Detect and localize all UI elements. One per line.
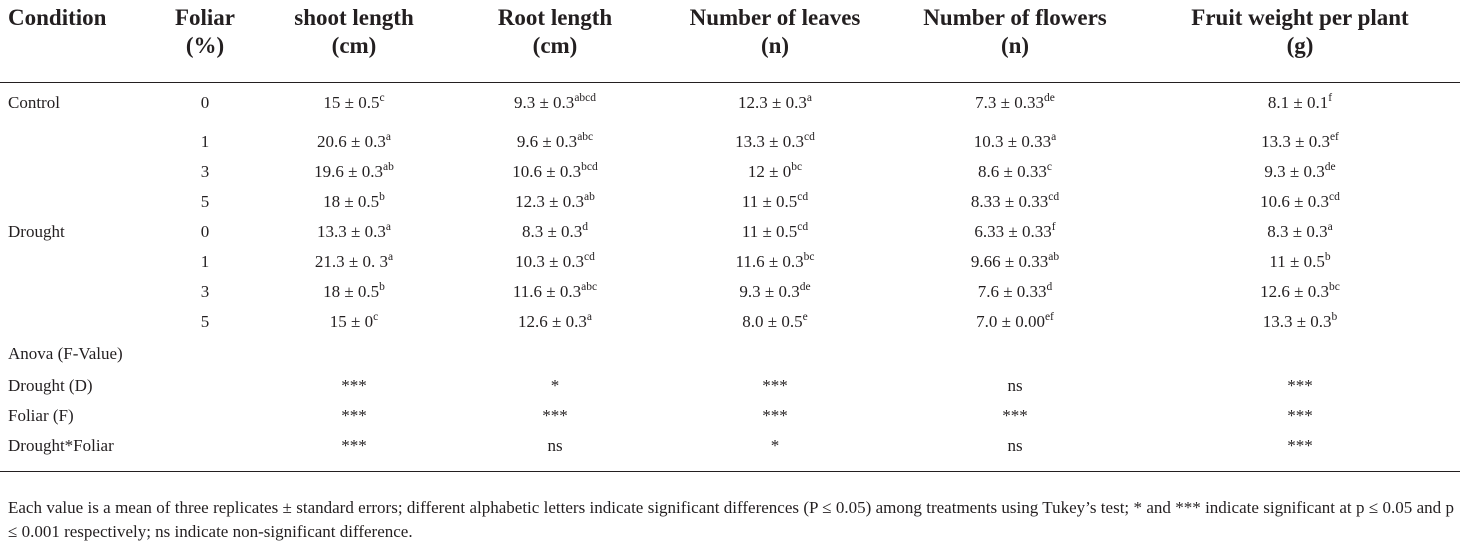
fruit-significance-cell: [1140, 401, 1460, 431]
header-line: Condition: [8, 5, 107, 30]
header-unit: (%): [185, 33, 225, 58]
foliar-cell: [152, 217, 258, 247]
leaves-letters: cd: [797, 220, 809, 233]
table-row: [0, 307, 1460, 337]
header-unit: (cm): [331, 33, 377, 58]
foliar-cell: [152, 187, 258, 217]
flowers-letters: d: [1046, 280, 1053, 293]
root-significance-cell: [450, 371, 660, 401]
anova-factor-cell: [0, 431, 152, 472]
leaves-cell: [660, 277, 890, 307]
header-line: shoot length: [294, 5, 414, 30]
empty-cell: [152, 431, 258, 472]
shoot-value: 15 ± 0: [329, 311, 374, 331]
fruit-letters: cd: [1328, 190, 1340, 203]
column-header: [1140, 0, 1460, 82]
fruit-cell: [1140, 187, 1460, 217]
fruit-letters: bc: [1328, 280, 1340, 293]
fruit-value: 8.3 ± 0.3: [1267, 221, 1328, 241]
root-value: 12.3 ± 0.3: [515, 191, 584, 211]
fruit-significance: ***: [1287, 435, 1313, 455]
shoot-cell: [258, 247, 450, 277]
shoot-letters: c: [379, 91, 385, 104]
flowers-significance-cell: [890, 431, 1140, 472]
leaves-value: 12 ± 0: [747, 161, 792, 181]
shoot-letters: a: [385, 130, 391, 143]
fruit-significance-cell: [1140, 431, 1460, 472]
leaves-value: 9.3 ± 0.3: [739, 281, 800, 301]
condition-cell: [0, 217, 152, 247]
flowers-value: 8.33 ± 0.33: [970, 191, 1049, 211]
root-value: 9.3 ± 0.3: [513, 92, 575, 112]
column-header: [0, 0, 152, 82]
root-significance-cell: [450, 431, 660, 472]
flowers-letters: cd: [1048, 190, 1060, 203]
root-cell: [450, 277, 660, 307]
root-letters: abc: [581, 280, 598, 293]
fruit-cell: [1140, 247, 1460, 277]
condition-cell: [0, 82, 152, 127]
fruit-letters: ef: [1329, 130, 1339, 143]
flowers-value: 7.3 ± 0.33: [975, 92, 1044, 112]
root-letters: d: [582, 220, 589, 233]
leaves-cell: [660, 217, 890, 247]
flowers-value: 8.6 ± 0.33: [978, 161, 1047, 181]
anova-row: [0, 401, 1460, 431]
leaves-value: 12.3 ± 0.3: [738, 92, 807, 112]
header-line: Fruit weight per plant: [1191, 5, 1409, 30]
shoot-cell: [258, 277, 450, 307]
table-row: [0, 247, 1460, 277]
root-cell: [450, 157, 660, 187]
fruit-significance-cell: [1140, 371, 1460, 401]
anova-factor: Foliar (F): [8, 405, 74, 425]
table-header: [0, 0, 1460, 82]
condition-cell: [0, 127, 152, 157]
column-header: [450, 0, 660, 82]
shoot-significance-cell: [258, 431, 450, 472]
table-body: [0, 82, 1460, 471]
anova-row: [0, 371, 1460, 401]
header-unit: (n): [1000, 33, 1030, 58]
root-letters: abcd: [574, 91, 597, 104]
root-value: 12.6 ± 0.3: [518, 311, 587, 331]
leaves-value: 8.0 ± 0.5: [742, 311, 803, 331]
leaves-cell: [660, 187, 890, 217]
header-line: Number of leaves: [689, 5, 861, 30]
fruit-letters: f: [1328, 91, 1333, 104]
fruit-value: 11 ± 0.5: [1269, 251, 1325, 271]
shoot-cell: [258, 217, 450, 247]
root-cell: [450, 187, 660, 217]
shoot-cell: [258, 127, 450, 157]
leaves-significance: *: [770, 435, 780, 455]
shoot-cell: [258, 82, 450, 127]
flowers-letters: de: [1043, 91, 1055, 104]
leaves-significance-cell: [660, 371, 890, 401]
root-value: 10.6 ± 0.3: [512, 161, 582, 181]
flowers-value: 9.66 ± 0.33: [970, 251, 1049, 271]
flowers-cell: [890, 217, 1140, 247]
flowers-significance-cell: [890, 401, 1140, 431]
leaves-letters: de: [799, 280, 811, 293]
root-cell: [450, 217, 660, 247]
root-cell: [450, 247, 660, 277]
leaves-value: 11.6 ± 0.3: [735, 251, 804, 271]
fruit-cell: [1140, 157, 1460, 187]
root-value: 11.6 ± 0.3: [512, 281, 582, 301]
foliar-cell: [152, 157, 258, 187]
condition-label: Control: [8, 92, 60, 112]
empty-cell: [152, 371, 258, 401]
foliar-value: 3: [200, 161, 210, 181]
fruit-letters: de: [1324, 160, 1336, 173]
fruit-letters: b: [1324, 250, 1331, 263]
shoot-value: 15 ± 0.5: [323, 92, 380, 112]
fruit-letters: a: [1327, 220, 1333, 233]
table-row: [0, 127, 1460, 157]
flowers-significance: ns: [1007, 375, 1023, 395]
header-line: Foliar: [174, 5, 236, 30]
foliar-cell: [152, 82, 258, 127]
column-header: [152, 0, 258, 82]
shoot-significance: ***: [341, 375, 367, 395]
anova-heading-row: [0, 337, 1460, 371]
leaves-letters: e: [802, 310, 808, 323]
shoot-value: 18 ± 0.5: [323, 281, 380, 301]
leaves-significance-cell: [660, 431, 890, 472]
column-header: [660, 0, 890, 82]
leaves-significance: ***: [762, 375, 788, 395]
shoot-letters: b: [379, 190, 385, 203]
shoot-letters: c: [373, 310, 379, 323]
condition-cell: [0, 187, 152, 217]
condition-cell: [0, 277, 152, 307]
root-cell: [450, 82, 660, 127]
leaves-significance-cell: [660, 401, 890, 431]
foliar-value: 1: [200, 131, 210, 151]
shoot-significance: ***: [341, 405, 367, 425]
root-cell: [450, 127, 660, 157]
fruit-value: 10.6 ± 0.3: [1260, 191, 1329, 211]
root-significance: ***: [542, 405, 568, 425]
fruit-value: 13.3 ± 0.3: [1262, 311, 1332, 331]
foliar-value: 3: [200, 281, 210, 301]
leaves-letters: a: [806, 91, 812, 104]
flowers-cell: [890, 247, 1140, 277]
header-unit: (g): [1286, 33, 1314, 58]
flowers-letters: c: [1046, 160, 1052, 173]
shoot-cell: [258, 307, 450, 337]
shoot-cell: [258, 157, 450, 187]
foliar-cell: [152, 307, 258, 337]
root-value: 10.3 ± 0.3: [515, 251, 584, 271]
flowers-value: 6.33 ± 0.33: [974, 221, 1052, 241]
root-significance-cell: [450, 401, 660, 431]
leaves-significance: ***: [762, 405, 788, 425]
fruit-value: 9.3 ± 0.3: [1264, 161, 1325, 181]
foliar-cell: [152, 247, 258, 277]
anova-factor: Drought (D): [8, 375, 93, 395]
leaves-letters: cd: [803, 130, 815, 143]
fruit-cell: [1140, 277, 1460, 307]
leaves-cell: [660, 307, 890, 337]
column-header: [258, 0, 450, 82]
fruit-value: 8.1 ± 0.1: [1267, 92, 1329, 112]
shoot-significance: ***: [341, 435, 367, 455]
shoot-significance-cell: [258, 401, 450, 431]
leaves-letters: cd: [797, 190, 809, 203]
shoot-letters: b: [379, 280, 385, 293]
flowers-letters: ef: [1044, 310, 1054, 323]
anova-factor-cell: [0, 401, 152, 431]
table-footnote: Each value is a mean of three replicates ± standard errors; different alphabetic letters indicate significant differences (P ≤ 0.05) among treatments using Tukey’s test; * and *** indicate significant at p ≤ 0.05 and p ≤ 0.001 respectively; ns indicate non-significant difference.: [8, 498, 1454, 541]
flowers-cell: [890, 82, 1140, 127]
root-significance: *: [550, 375, 560, 395]
anova-factor: Drought*Foliar: [8, 435, 114, 455]
shoot-value: 13.3 ± 0.3: [317, 221, 386, 241]
shoot-value: 21.3 ± 0. 3: [314, 251, 388, 271]
flowers-cell: [890, 127, 1140, 157]
foliar-cell: [152, 127, 258, 157]
leaves-value: 13.3 ± 0.3: [735, 131, 804, 151]
condition-cell: [0, 247, 152, 277]
leaves-cell: [660, 157, 890, 187]
table-row: [0, 217, 1460, 247]
shoot-cell: [258, 187, 450, 217]
flowers-cell: [890, 187, 1140, 217]
flowers-cell: [890, 157, 1140, 187]
root-significance: ns: [547, 435, 563, 455]
leaves-value: 11 ± 0.5: [741, 191, 798, 211]
fruit-value: 13.3 ± 0.3: [1261, 131, 1330, 151]
flowers-significance: ns: [1007, 435, 1023, 455]
root-value: 8.3 ± 0.3: [521, 221, 583, 241]
fruit-letters: b: [1331, 310, 1338, 323]
header-unit: (cm): [532, 33, 578, 58]
flowers-letters: a: [1051, 130, 1057, 143]
shoot-value: 20.6 ± 0.3: [317, 131, 386, 151]
foliar-value: 0: [200, 92, 210, 112]
table-row: [0, 82, 1460, 127]
flowers-significance: ***: [1002, 405, 1028, 425]
foliar-value: 5: [200, 311, 210, 331]
root-letters: abc: [577, 130, 594, 143]
shoot-value: 19.6 ± 0.3: [314, 161, 383, 181]
foliar-value: 0: [200, 221, 210, 241]
header-row: [0, 0, 1460, 82]
foliar-value: 1: [200, 251, 210, 271]
root-letters: ab: [583, 190, 595, 203]
foliar-cell: [152, 277, 258, 307]
fruit-value: 12.6 ± 0.3: [1260, 281, 1329, 301]
leaves-cell: [660, 247, 890, 277]
root-letters: cd: [583, 250, 595, 263]
root-letters: bcd: [581, 160, 598, 173]
fruit-cell: [1140, 217, 1460, 247]
shoot-value: 18 ± 0.5: [323, 191, 380, 211]
foliar-value: 5: [200, 191, 210, 211]
flowers-cell: [890, 277, 1140, 307]
table-row: [0, 157, 1460, 187]
header-line: Number of flowers: [923, 5, 1107, 30]
condition-label: Drought: [8, 221, 65, 241]
anova-row: [0, 431, 1460, 472]
anova-factor-cell: [0, 371, 152, 401]
flowers-significance-cell: [890, 371, 1140, 401]
flowers-value: 10.3 ± 0.33: [973, 131, 1052, 151]
flowers-letters: ab: [1048, 250, 1060, 263]
shoot-letters: ab: [382, 160, 394, 173]
fruit-significance: ***: [1287, 375, 1313, 395]
shoot-letters: a: [387, 250, 394, 263]
root-cell: [450, 307, 660, 337]
table-row: [0, 277, 1460, 307]
fruit-significance: ***: [1287, 405, 1313, 425]
leaves-value: 11 ± 0.5: [741, 221, 798, 241]
table-row: [0, 187, 1460, 217]
flowers-letters: f: [1051, 220, 1056, 233]
leaves-cell: [660, 127, 890, 157]
header-unit: (n): [760, 33, 790, 58]
shoot-letters: a: [385, 220, 391, 233]
column-header: [890, 0, 1140, 82]
root-letters: a: [586, 310, 592, 323]
flowers-value: 7.0 ± 0.00: [976, 311, 1045, 331]
shoot-significance-cell: [258, 371, 450, 401]
condition-cell: [0, 157, 152, 187]
fruit-cell: [1140, 307, 1460, 337]
leaves-letters: bc: [791, 160, 803, 173]
fruit-cell: [1140, 82, 1460, 127]
fruit-cell: [1140, 127, 1460, 157]
root-value: 9.6 ± 0.3: [516, 131, 578, 151]
condition-cell: [0, 307, 152, 337]
flowers-cell: [890, 307, 1140, 337]
anova-heading: [0, 337, 1460, 371]
empty-cell: [152, 401, 258, 431]
flowers-value: 7.6 ± 0.33: [977, 281, 1047, 301]
header-line: Root length: [497, 5, 613, 30]
anova-label: Anova (F-Value): [8, 343, 123, 363]
leaves-cell: [660, 82, 890, 127]
leaves-letters: bc: [803, 250, 815, 263]
